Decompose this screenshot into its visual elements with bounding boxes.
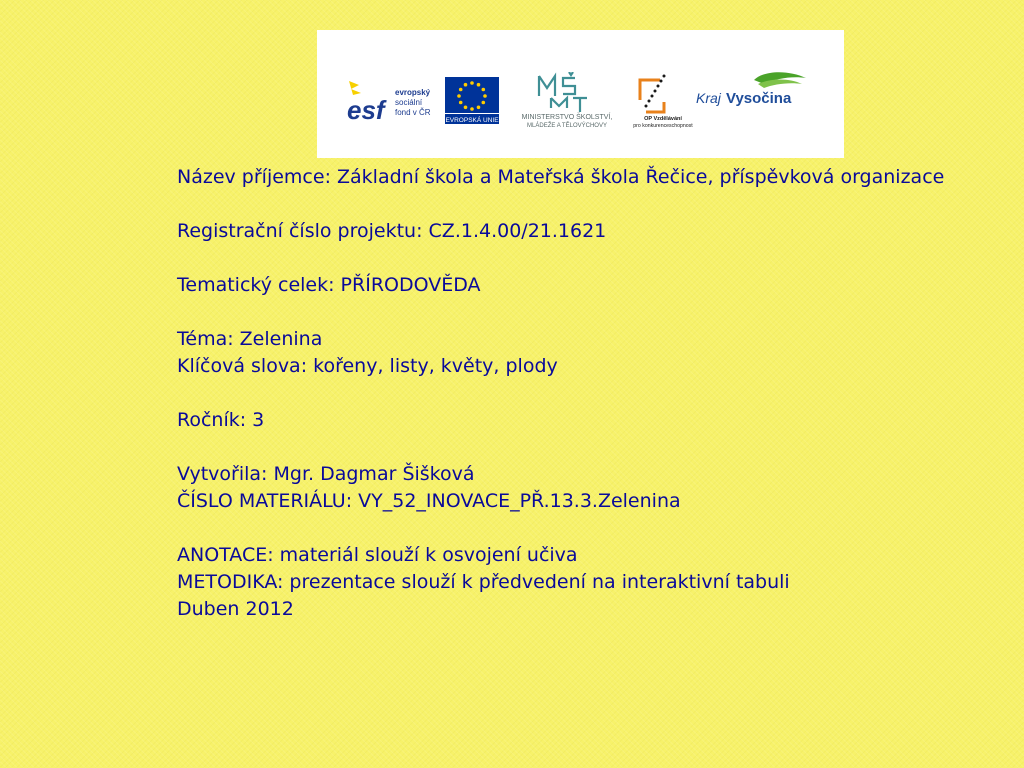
material-number-line: ČÍSLO MATERIÁLU: VY_52_INOVACE_PŘ.13.3.Zelenina <box>177 490 681 512</box>
recipient-line: Název příjemce: Základní škola a Mateřská škola Řečice, příspěvková organizace <box>177 166 945 188</box>
op-vzdelavani-logo <box>632 72 694 128</box>
kraj-vysocina-logo <box>694 70 814 110</box>
msmt-line1-text: MINISTERSTVO ŠKOLSTVÍ, <box>521 114 613 121</box>
methodology-line: METODIKA: prezentace slouží k předvedení na interaktivní tabuli <box>177 571 790 593</box>
spacer <box>177 299 957 326</box>
spacer <box>177 380 957 407</box>
date-line: Duben 2012 <box>177 598 294 620</box>
op-line2-text: pro konkurenceschopnost <box>633 123 693 128</box>
msmt-line2-text: MLÁDEŽE A TĚLOVÝCHOVY <box>527 123 607 128</box>
eu-label-text: EVROPSKÁ UNIE <box>445 117 499 124</box>
spacer <box>177 515 957 542</box>
annotation-line: ANOTACE: materiál slouží k osvojení učiva <box>177 544 578 566</box>
esf-logo <box>345 75 437 125</box>
grade-line: Ročník: 3 <box>177 409 265 431</box>
kraj-name-text: Vysočina <box>726 90 792 107</box>
logo-bar <box>317 30 844 158</box>
spacer <box>177 245 957 272</box>
thematic-unit-line: Tematický celek: PŘÍRODOVĚDA <box>177 274 481 296</box>
spacer <box>177 434 957 461</box>
esf-title-text: evropský <box>395 88 431 97</box>
esf-line2-text: sociální <box>395 98 423 107</box>
project-info <box>177 164 957 623</box>
spacer <box>177 191 957 218</box>
topic-line: Téma: Zelenina <box>177 328 323 350</box>
author-line: Vytvořila: Mgr. Dagmar Šišková <box>177 463 475 485</box>
kraj-prefix-text: Kraj <box>696 90 721 106</box>
svg-text:esf: esf <box>347 95 385 125</box>
op-line1-text: OP Vzdělávání <box>644 116 682 122</box>
esf-line3-text: fond v ČR <box>395 108 431 117</box>
registration-line: Registrační číslo projektu: CZ.1.4.00/21.1621 <box>177 220 607 242</box>
keywords-line: Klíčová slova: kořeny, listy, květy, plody <box>177 355 558 377</box>
msmt-logo <box>507 72 627 128</box>
eu-flag-logo <box>443 77 501 125</box>
